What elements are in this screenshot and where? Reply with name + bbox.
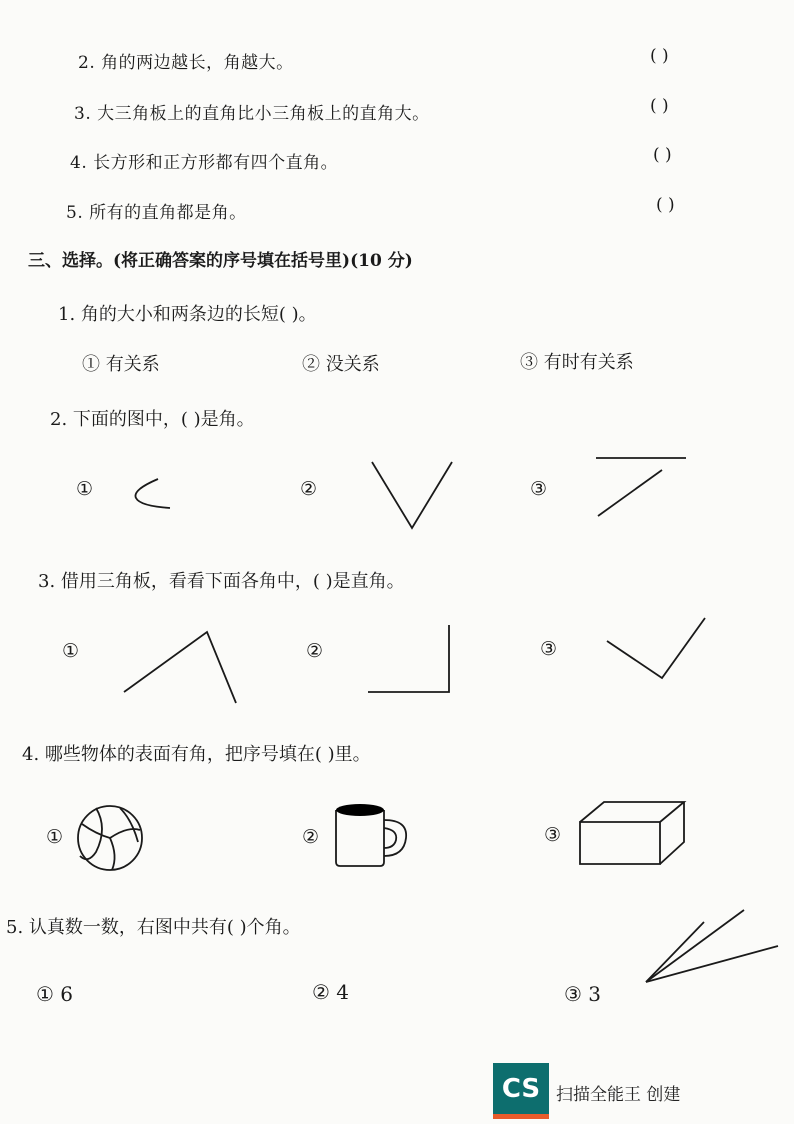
q1-option-2[interactable]: ② 没关系	[302, 354, 380, 375]
judge-item-5: 5. 所有的直角都是角。	[66, 203, 247, 223]
q1-option-1[interactable]: ① 有关系	[82, 354, 160, 375]
judge-item-2: 2. 角的两边越长，角越大。	[78, 53, 294, 73]
q2-label-2[interactable]: ②	[300, 478, 318, 500]
judge-answer-paren-5[interactable]: ( )	[656, 195, 675, 215]
q2-label-1[interactable]: ①	[76, 478, 94, 500]
q5-option-2[interactable]: ② 4	[312, 980, 350, 1004]
q5-option-3[interactable]: ③ 3	[564, 982, 602, 1006]
judge-item-3: 3. 大三角板上的直角比小三角板上的直角大。	[74, 104, 430, 124]
question-1: 1. 角的大小和两条边的长短( )。	[58, 304, 317, 325]
question-5: 5. 认真数一数，右图中共有( )个角。	[6, 917, 301, 938]
camscanner-logo: CS	[493, 1063, 549, 1119]
q4-label-1[interactable]: ①	[46, 826, 64, 848]
q2-label-3[interactable]: ③	[530, 478, 548, 500]
judge-item-4: 4. 长方形和正方形都有四个直角。	[70, 153, 339, 173]
question-4: 4. 哪些物体的表面有角，把序号填在( )里。	[22, 744, 371, 765]
judge-answer-paren-3[interactable]: ( )	[650, 96, 669, 116]
judge-answer-paren-2[interactable]: ( )	[650, 46, 669, 66]
q4-label-2[interactable]: ②	[302, 826, 320, 848]
q3-label-3[interactable]: ③	[540, 638, 558, 660]
q5-option-1[interactable]: ① 6	[36, 982, 74, 1006]
q1-option-3[interactable]: ③ 有时有关系	[520, 352, 634, 373]
camscanner-caption: 扫描全能王 创建	[556, 1085, 681, 1105]
question-3: 3. 借用三角板，看看下面各角中，( )是直角。	[38, 571, 405, 592]
q4-label-3[interactable]: ③	[544, 824, 562, 846]
judge-answer-paren-4[interactable]: ( )	[653, 145, 672, 165]
section-3-title: 三、选择。(将正确答案的序号填在括号里)(10 分)	[28, 251, 413, 271]
q3-label-1[interactable]: ①	[62, 640, 80, 662]
q3-label-2[interactable]: ②	[306, 640, 324, 662]
question-2: 2. 下面的图中，( )是角。	[50, 409, 255, 430]
